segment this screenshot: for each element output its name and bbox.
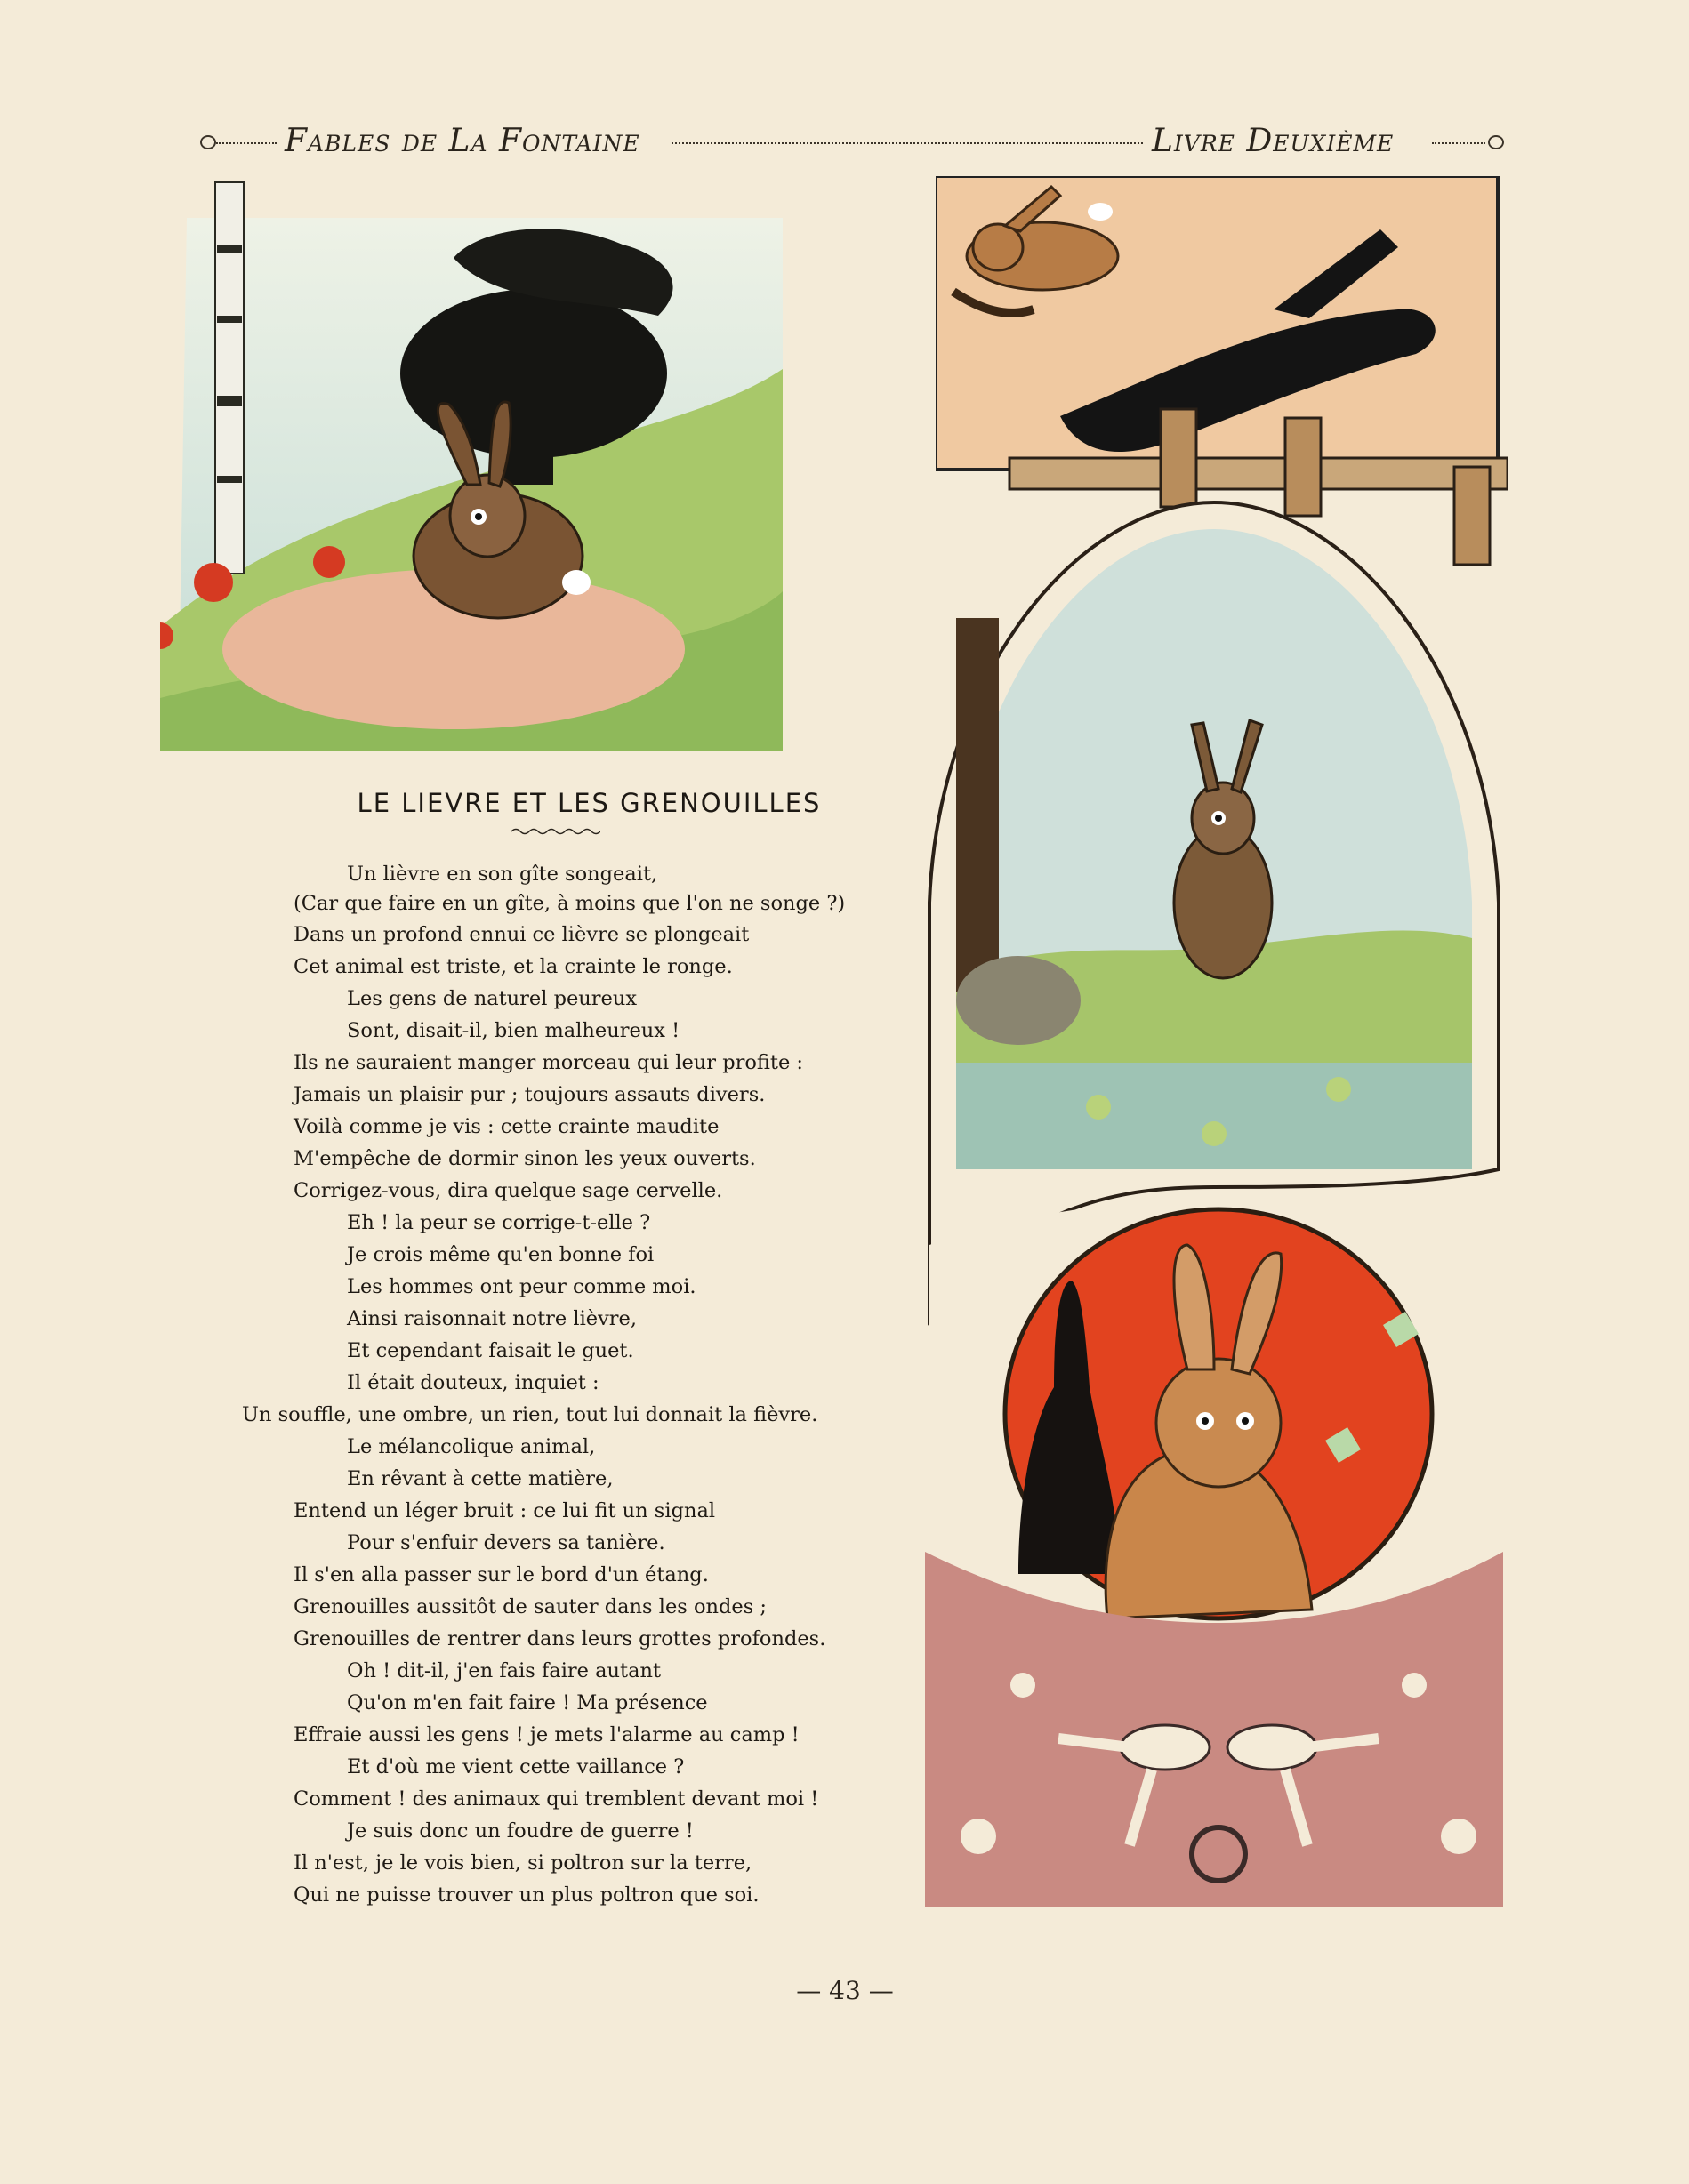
header-rule — [216, 142, 277, 144]
poem-line: Qui ne puisse trouver un plus poltron que soi. — [294, 1883, 760, 1907]
fable-title: LE LIEVRE ET LES GRENOUILLES — [357, 788, 822, 818]
header-book-section: Livre Deuxième — [1152, 123, 1395, 159]
poem-line: En rêvant à cette matière, — [347, 1467, 614, 1490]
header-ornament-left — [200, 135, 216, 149]
poem-line: M'empêche de dormir sinon les yeux ouverts. — [294, 1147, 756, 1170]
title-ornament — [511, 827, 600, 836]
poem-line: Comment ! des animaux qui tremblent devant moi ! — [294, 1787, 819, 1811]
poem-line: Grenouilles aussitôt de sauter dans les ondes ; — [294, 1595, 767, 1618]
poem-line: Et cependant faisait le guet. — [347, 1339, 634, 1362]
poem-line: Et d'où me vient cette vaillance ? — [347, 1755, 685, 1779]
poem-line: Cet animal est triste, et la crainte le ronge. — [294, 955, 733, 978]
poem-line: Le mélancolique animal, — [347, 1435, 596, 1458]
poem-line: Entend un léger bruit : ce lui fit un signal — [294, 1499, 716, 1522]
poem-line: Il s'en alla passer sur le bord d'un étang. — [294, 1563, 709, 1586]
poem-line: Dans un profond ennui ce lièvre se plongeait — [294, 923, 750, 946]
poem-line: Ils ne sauraient manger morceau qui leur profite : — [294, 1051, 803, 1074]
poem-line: Ainsi raisonnait notre lièvre, — [347, 1307, 638, 1330]
header-book-title: Fables de La Fontaine — [285, 123, 640, 159]
hare-meadow-illustration — [160, 165, 943, 751]
poem-line: Il n'est, je le vois bien, si poltron sur la terre, — [294, 1851, 752, 1875]
header-rule — [1432, 142, 1485, 144]
poem-line: Je crois même qu'en bonne foi — [347, 1243, 655, 1266]
header-rule — [672, 142, 1143, 144]
poem-line: Les gens de naturel peureux — [347, 987, 638, 1010]
poem-line: Un lièvre en son gîte songeait, — [347, 863, 658, 886]
poem-line: Voilà comme je vis : cette crainte maudite — [294, 1115, 720, 1138]
frogs-ornament-panel — [925, 1552, 1508, 1912]
header-ornament-right — [1488, 135, 1504, 149]
poem-line: Qu'on m'en fait faire ! Ma présence — [347, 1691, 708, 1714]
poem-line: Oh ! dit-il, j'en fais faire autant — [347, 1659, 662, 1682]
running-header — [200, 123, 1508, 167]
poem-line: (Car que faire en un gîte, à moins que l'on ne songe ?) — [294, 892, 846, 915]
poem-line: Il était douteux, inquiet : — [347, 1371, 599, 1394]
poem-line: Grenouilles de rentrer dans leurs grottes profondes. — [294, 1627, 826, 1650]
poem-line: Effraie aussi les gens ! je mets l'alarme au camp ! — [294, 1723, 800, 1746]
page-number: — 43 — — [796, 1976, 894, 2005]
poem-line: Sont, disait-il, bien malheureux ! — [347, 1019, 680, 1042]
poem-line: Pour s'enfuir devers sa tanière. — [347, 1531, 665, 1554]
poem-line: Jamais un plaisir pur ; toujours assauts divers. — [294, 1083, 766, 1106]
poem-line: Les hommes ont peur comme moi. — [347, 1275, 696, 1298]
poem-line: Eh ! la peur se corrige-t-elle ? — [347, 1211, 651, 1234]
poem-line: Je suis donc un foudre de guerre ! — [347, 1819, 694, 1843]
poem-line: Un souffle, une ombre, un rien, tout lui donnait la fièvre. — [242, 1403, 818, 1426]
poem-line: Corrigez-vous, dira quelque sage cervelle. — [294, 1179, 723, 1202]
